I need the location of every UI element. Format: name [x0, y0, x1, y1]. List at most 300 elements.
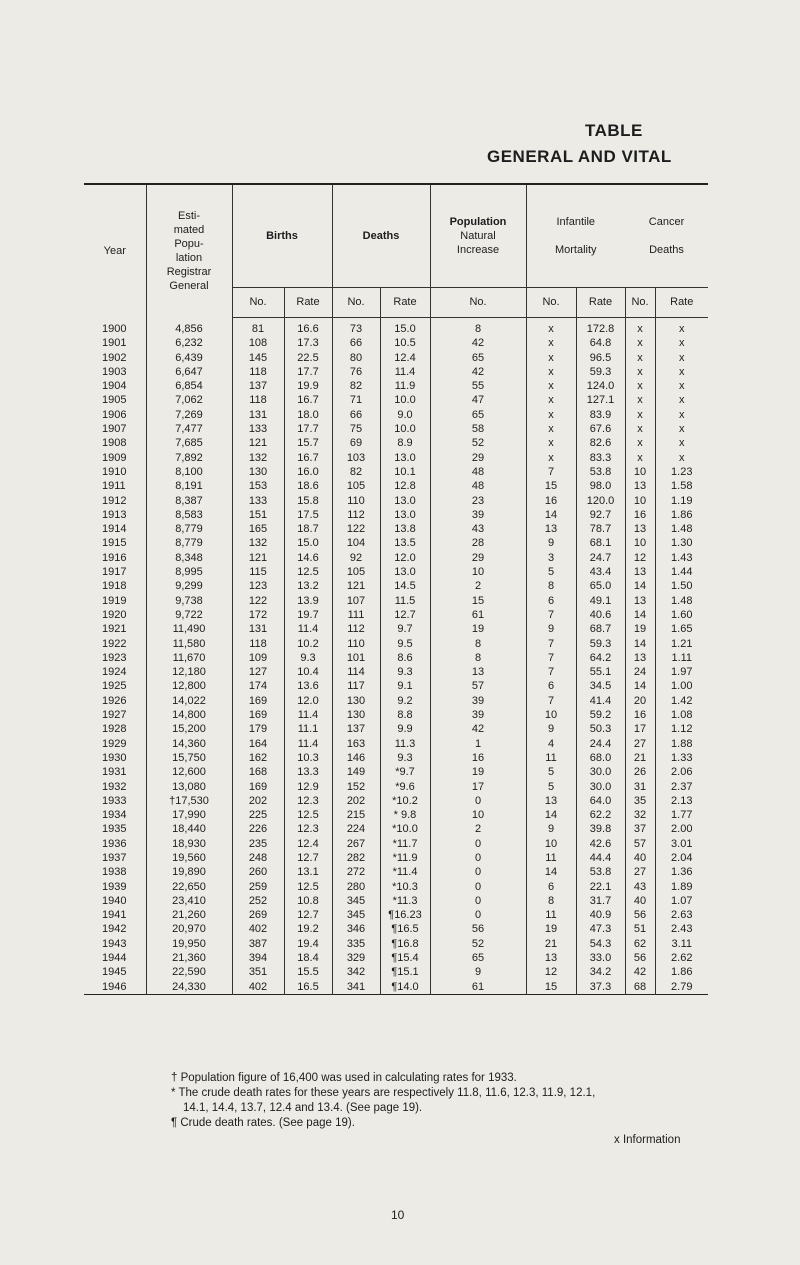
table-cell: 17.7	[284, 365, 332, 379]
legend-x-information: x Information	[614, 1134, 681, 1146]
table-row	[84, 594, 708, 608]
table-cell: 51	[625, 922, 655, 936]
header-deaths-no: No.	[332, 288, 380, 318]
table-cell: 83.9	[576, 408, 625, 422]
table-cell: 13	[526, 522, 576, 536]
table-cell: 11.4	[284, 708, 332, 722]
table-cell: 8,583	[146, 508, 232, 522]
table-cell: 1.08	[655, 708, 708, 722]
table-cell: 9	[526, 622, 576, 636]
footnote-paragraph: ¶ Crude death rates. (See page 19).	[171, 1117, 355, 1129]
table-cell: 14.6	[284, 551, 332, 565]
table-cell: 15	[526, 479, 576, 493]
table-cell: 11.4	[380, 365, 430, 379]
table-cell: 2	[430, 579, 526, 593]
table-cell: x	[655, 393, 708, 407]
table-cell: 8,779	[146, 536, 232, 550]
header-births: Births	[232, 184, 332, 288]
table-cell: 9.9	[380, 722, 430, 736]
table-row	[84, 665, 708, 679]
year-cell: 1902	[102, 351, 127, 364]
year-cell: 1937	[102, 851, 127, 864]
table-cell: 351	[232, 965, 284, 979]
table-cell: 1.77	[655, 808, 708, 822]
table-cell: 17.3	[284, 336, 332, 350]
table-cell: 16.6	[284, 318, 332, 337]
table-cell: 14,022	[146, 694, 232, 708]
table-cell: 14	[625, 579, 655, 593]
table-cell: 69	[332, 436, 380, 450]
table-cell: 13.2	[284, 579, 332, 593]
table-cell: 10	[625, 465, 655, 479]
table-cell: 12.5	[284, 565, 332, 579]
table-cell: 61	[430, 608, 526, 622]
table-cell: 13.6	[284, 679, 332, 693]
table-cell: 9,299	[146, 579, 232, 593]
header-infant-no: No.	[526, 288, 576, 318]
table-cell: 48	[430, 465, 526, 479]
table-cell: 17.7	[284, 422, 332, 436]
table-cell: 0	[430, 865, 526, 879]
table-cell: 41.4	[576, 694, 625, 708]
table-cell: 16	[526, 494, 576, 508]
table-cell: 56	[625, 908, 655, 922]
table-cell: 75	[332, 422, 380, 436]
table-cell: 12,800	[146, 679, 232, 693]
table-cell: 1.44	[655, 565, 708, 579]
table-row	[84, 318, 708, 337]
table-cell: 18.6	[284, 479, 332, 493]
table-cell: 22,650	[146, 880, 232, 894]
table-cell: 1.30	[655, 536, 708, 550]
table-cell: 12.3	[284, 822, 332, 836]
table-cell: 53.8	[576, 865, 625, 879]
table-cell: 1.21	[655, 637, 708, 651]
table-cell: x	[526, 351, 576, 365]
table-cell: 39	[430, 708, 526, 722]
table-cell: 130	[332, 694, 380, 708]
table-cell: 2.00	[655, 822, 708, 836]
table-cell: 9.2	[380, 694, 430, 708]
table-cell: x	[625, 436, 655, 450]
table-cell: 67.6	[576, 422, 625, 436]
table-cell: 13	[625, 479, 655, 493]
table-cell: 65.0	[576, 579, 625, 593]
table-cell: 13	[526, 951, 576, 965]
table-cell: *11.9	[380, 851, 430, 865]
table-cell: 98.0	[576, 479, 625, 493]
table-cell: 402	[232, 922, 284, 936]
table-cell: 8	[430, 651, 526, 665]
year-cell: 1908	[102, 437, 127, 450]
table-cell: 15.0	[380, 318, 430, 337]
table-cell: 15.7	[284, 436, 332, 450]
table-row	[84, 951, 708, 965]
header-increase-no: No.	[430, 288, 526, 318]
table-cell: 3.01	[655, 837, 708, 851]
table-cell: 7,685	[146, 436, 232, 450]
table-cell: 40	[625, 851, 655, 865]
table-cell: 14	[625, 637, 655, 651]
year-cell: 1914	[102, 523, 127, 536]
table-cell: 114	[332, 665, 380, 679]
header-cancer-rate: Rate	[655, 288, 708, 318]
table-cell: 71	[332, 393, 380, 407]
table-cell: ¶16.5	[380, 922, 430, 936]
year-cell: 1934	[102, 809, 127, 822]
table-cell: x	[625, 393, 655, 407]
table-cell: 107	[332, 594, 380, 608]
table-cell: 153	[232, 479, 284, 493]
table-cell: 1.23	[655, 465, 708, 479]
year-cell: 1942	[102, 923, 127, 936]
table-cell: 64.8	[576, 336, 625, 350]
table-cell: 7	[526, 665, 576, 679]
year-cell: 1913	[102, 508, 127, 521]
table-cell: 18.0	[284, 408, 332, 422]
table-cell: 55	[430, 379, 526, 393]
table-cell: 127	[232, 665, 284, 679]
table-cell: 13.0	[380, 508, 430, 522]
table-cell: 111	[332, 608, 380, 622]
table-cell: 52	[430, 937, 526, 951]
table-cell: *11.4	[380, 865, 430, 879]
year-cell: 1944	[102, 952, 127, 965]
table-cell: 16	[430, 751, 526, 765]
table-cell: 56	[430, 922, 526, 936]
header-cancer-deaths: Cancer Deaths	[648, 216, 685, 256]
table-cell: x	[526, 336, 576, 350]
table-row	[84, 637, 708, 651]
table-cell: x	[526, 318, 576, 337]
table-cell: 12.7	[284, 908, 332, 922]
table-row	[84, 651, 708, 665]
table-cell: 14	[625, 608, 655, 622]
table-cell: 6	[526, 880, 576, 894]
table-cell: x	[625, 422, 655, 436]
table-cell: 40	[625, 894, 655, 908]
table-cell: 131	[232, 622, 284, 636]
table-cell: 2	[430, 822, 526, 836]
table-cell: ¶15.4	[380, 951, 430, 965]
table-cell: 19.7	[284, 608, 332, 622]
table-cell: 39	[430, 508, 526, 522]
table-cell: 1.33	[655, 751, 708, 765]
table-cell: 162	[232, 751, 284, 765]
table-cell: 82	[332, 465, 380, 479]
table-cell: 225	[232, 808, 284, 822]
table-cell: *11.7	[380, 837, 430, 851]
table-cell: 7	[526, 465, 576, 479]
table-cell: 37.3	[576, 980, 625, 995]
table-cell: 8.6	[380, 651, 430, 665]
table-cell: 1.86	[655, 508, 708, 522]
table-cell: * 9.8	[380, 808, 430, 822]
table-cell: 19,950	[146, 937, 232, 951]
table-cell: 103	[332, 451, 380, 465]
table-cell: 13	[526, 794, 576, 808]
year-cell: 1904	[102, 380, 127, 393]
table-cell: 248	[232, 851, 284, 865]
table-cell: 108	[232, 336, 284, 350]
table-row	[84, 622, 708, 636]
table-cell: 7	[526, 651, 576, 665]
table-cell: 121	[232, 551, 284, 565]
table-cell: 105	[332, 565, 380, 579]
table-cell: 57	[625, 837, 655, 851]
table-cell: 342	[332, 965, 380, 979]
table-cell: 8,387	[146, 494, 232, 508]
table-cell: 345	[332, 894, 380, 908]
table-cell: 8	[430, 318, 526, 337]
table-cell: 1.07	[655, 894, 708, 908]
footnotes	[171, 1071, 711, 1131]
table-cell: 121	[232, 436, 284, 450]
table-row	[84, 465, 708, 479]
table-cell: 68.7	[576, 622, 625, 636]
year-cell: 1938	[102, 866, 127, 879]
table-cell: 10.1	[380, 465, 430, 479]
table-cell: 48	[430, 479, 526, 493]
year-cell: 1922	[102, 637, 127, 650]
table-cell: 29	[430, 551, 526, 565]
table-cell: 1.97	[655, 665, 708, 679]
table-cell: 146	[332, 751, 380, 765]
table-cell: 10	[430, 808, 526, 822]
header-natural-increase: Population Natural Increase	[430, 184, 526, 288]
table-cell: x	[526, 393, 576, 407]
table-cell: 40.6	[576, 608, 625, 622]
table-cell: †17,530	[146, 794, 232, 808]
table-cell: x	[655, 451, 708, 465]
year-cell: 1936	[102, 837, 127, 850]
table-cell: 42	[430, 722, 526, 736]
table-cell: 7,269	[146, 408, 232, 422]
year-cell: 1905	[102, 394, 127, 407]
year-cell: 1916	[102, 551, 127, 564]
table-row	[84, 608, 708, 622]
table-cell: 47	[430, 393, 526, 407]
table-cell: 112	[332, 622, 380, 636]
table-cell: 0	[430, 908, 526, 922]
table-cell: 8,191	[146, 479, 232, 493]
table-cell: 2.37	[655, 780, 708, 794]
table-cell: 2.06	[655, 765, 708, 779]
table-cell: 267	[332, 837, 380, 851]
table-cell: 224	[332, 822, 380, 836]
table-cell: x	[655, 336, 708, 350]
table-cell: 39.8	[576, 822, 625, 836]
table-cell: 40.9	[576, 908, 625, 922]
table-cell: x	[655, 365, 708, 379]
table-cell: 1.36	[655, 865, 708, 879]
table-cell: x	[526, 451, 576, 465]
table-cell: 42	[430, 336, 526, 350]
year-cell: 1924	[102, 666, 127, 679]
year-cell: 1928	[102, 723, 127, 736]
table-row	[84, 822, 708, 836]
table-cell: 8	[526, 894, 576, 908]
table-cell: 16.7	[284, 451, 332, 465]
table-cell: 82	[332, 379, 380, 393]
table-cell: 2.43	[655, 922, 708, 936]
table-cell: 8	[526, 579, 576, 593]
table-row	[84, 808, 708, 822]
table-cell: 62.2	[576, 808, 625, 822]
table-cell: 16.7	[284, 393, 332, 407]
table-row	[84, 780, 708, 794]
table-cell: 14	[526, 865, 576, 879]
table-cell: 133	[232, 422, 284, 436]
table-cell: 5	[526, 780, 576, 794]
table-cell: 19.4	[284, 937, 332, 951]
table-cell: 13.5	[380, 536, 430, 550]
table-cell: 345	[332, 908, 380, 922]
table-cell: 105	[332, 479, 380, 493]
table-cell: 13,080	[146, 780, 232, 794]
table-cell: 8	[430, 637, 526, 651]
table-row	[84, 451, 708, 465]
table-cell: 110	[332, 637, 380, 651]
table-cell: 1.48	[655, 522, 708, 536]
table-row	[84, 765, 708, 779]
table-cell: 80	[332, 351, 380, 365]
table-cell: 39	[430, 694, 526, 708]
table-cell: 17,990	[146, 808, 232, 822]
table-cell: 66	[332, 336, 380, 350]
header-deaths: Deaths	[332, 184, 430, 288]
table-cell: 82.6	[576, 436, 625, 450]
table-cell: 19	[625, 622, 655, 636]
table-cell: x	[625, 451, 655, 465]
table-row	[84, 351, 708, 365]
table-cell: 61	[430, 980, 526, 995]
footnote-star-continued: 14.1, 14.4, 13.7, 12.4 and 13.4. (See page 19).	[183, 1102, 423, 1114]
table-cell: 8,100	[146, 465, 232, 479]
table-cell: 23,410	[146, 894, 232, 908]
table-cell: x	[625, 408, 655, 422]
table-cell: 174	[232, 679, 284, 693]
table-cell: 27	[625, 865, 655, 879]
table-row	[84, 980, 708, 995]
table-cell: 76	[332, 365, 380, 379]
table-cell: 73	[332, 318, 380, 337]
table-cell: x	[655, 379, 708, 393]
table-cell: 122	[232, 594, 284, 608]
table-cell: 122	[332, 522, 380, 536]
table-cell: 123	[232, 579, 284, 593]
table-cell: 19,560	[146, 851, 232, 865]
table-cell: 10	[526, 837, 576, 851]
table-cell: 133	[232, 494, 284, 508]
table-cell: 226	[232, 822, 284, 836]
table-cell: ¶14.0	[380, 980, 430, 995]
table-cell: 31.7	[576, 894, 625, 908]
vital-statistics-table	[84, 183, 708, 995]
table-cell: 118	[232, 365, 284, 379]
table-cell: 17.5	[284, 508, 332, 522]
table-cell: 30.0	[576, 765, 625, 779]
table-cell: 15,200	[146, 722, 232, 736]
table-cell: 2.62	[655, 951, 708, 965]
table-cell: 59.3	[576, 365, 625, 379]
table-cell: 10.3	[284, 751, 332, 765]
table-row	[84, 422, 708, 436]
table-cell: x	[655, 422, 708, 436]
table-cell: x	[655, 408, 708, 422]
table-cell: 21	[526, 937, 576, 951]
table-row	[84, 865, 708, 879]
table-row	[84, 922, 708, 936]
table-cell: 2.13	[655, 794, 708, 808]
year-cell: 1940	[102, 894, 127, 907]
table-cell: 259	[232, 880, 284, 894]
table-cell: 8,995	[146, 565, 232, 579]
table-row	[84, 908, 708, 922]
year-cell: 1941	[102, 909, 127, 922]
table-cell: x	[655, 436, 708, 450]
table-cell: 163	[332, 737, 380, 751]
table-cell: 7	[526, 694, 576, 708]
table-cell: 164	[232, 737, 284, 751]
table-cell: 120.0	[576, 494, 625, 508]
table-cell: *9.6	[380, 780, 430, 794]
table-row	[84, 722, 708, 736]
table-cell: 78.7	[576, 522, 625, 536]
table-cell: 8,779	[146, 522, 232, 536]
table-cell: 34.2	[576, 965, 625, 979]
table-cell: 1.58	[655, 479, 708, 493]
table-cell: 0	[430, 894, 526, 908]
table-cell: 2.63	[655, 908, 708, 922]
table-cell: 132	[232, 451, 284, 465]
table-cell: 42.6	[576, 837, 625, 851]
table-cell: 22.5	[284, 351, 332, 365]
table-cell: 10	[625, 494, 655, 508]
table-cell: 35	[625, 794, 655, 808]
table-cell: 13.0	[380, 565, 430, 579]
year-cell: 1917	[102, 566, 127, 579]
table-cell: 8.8	[380, 708, 430, 722]
table-row	[84, 551, 708, 565]
table-cell: 23	[430, 494, 526, 508]
table-cell: 145	[232, 351, 284, 365]
table-cell: 1.65	[655, 622, 708, 636]
table-cell: 2.04	[655, 851, 708, 865]
table-row	[84, 794, 708, 808]
table-row	[84, 379, 708, 393]
table-cell: 1.00	[655, 679, 708, 693]
page-subtitle: GENERAL AND VITAL	[487, 147, 672, 166]
table-cell: 19	[430, 765, 526, 779]
year-cell: 1945	[102, 966, 127, 979]
table-cell: 21,360	[146, 951, 232, 965]
table-cell: 132	[232, 536, 284, 550]
table-cell: 137	[232, 379, 284, 393]
table-cell: 152	[332, 780, 380, 794]
table-cell: 10.4	[284, 665, 332, 679]
year-cell: 1918	[102, 580, 127, 593]
footnote-star: * The crude death rates for these years are respectively 11.8, 11.6, 12.3, 11.9, 12.1,	[171, 1087, 596, 1099]
table-cell: 9	[526, 822, 576, 836]
table-cell: 47.3	[576, 922, 625, 936]
table-cell: 53.8	[576, 465, 625, 479]
table-cell: *10.2	[380, 794, 430, 808]
year-cell: 1935	[102, 823, 127, 836]
year-cell: 1912	[102, 494, 127, 507]
table-cell: 68.0	[576, 751, 625, 765]
table-row	[84, 579, 708, 593]
